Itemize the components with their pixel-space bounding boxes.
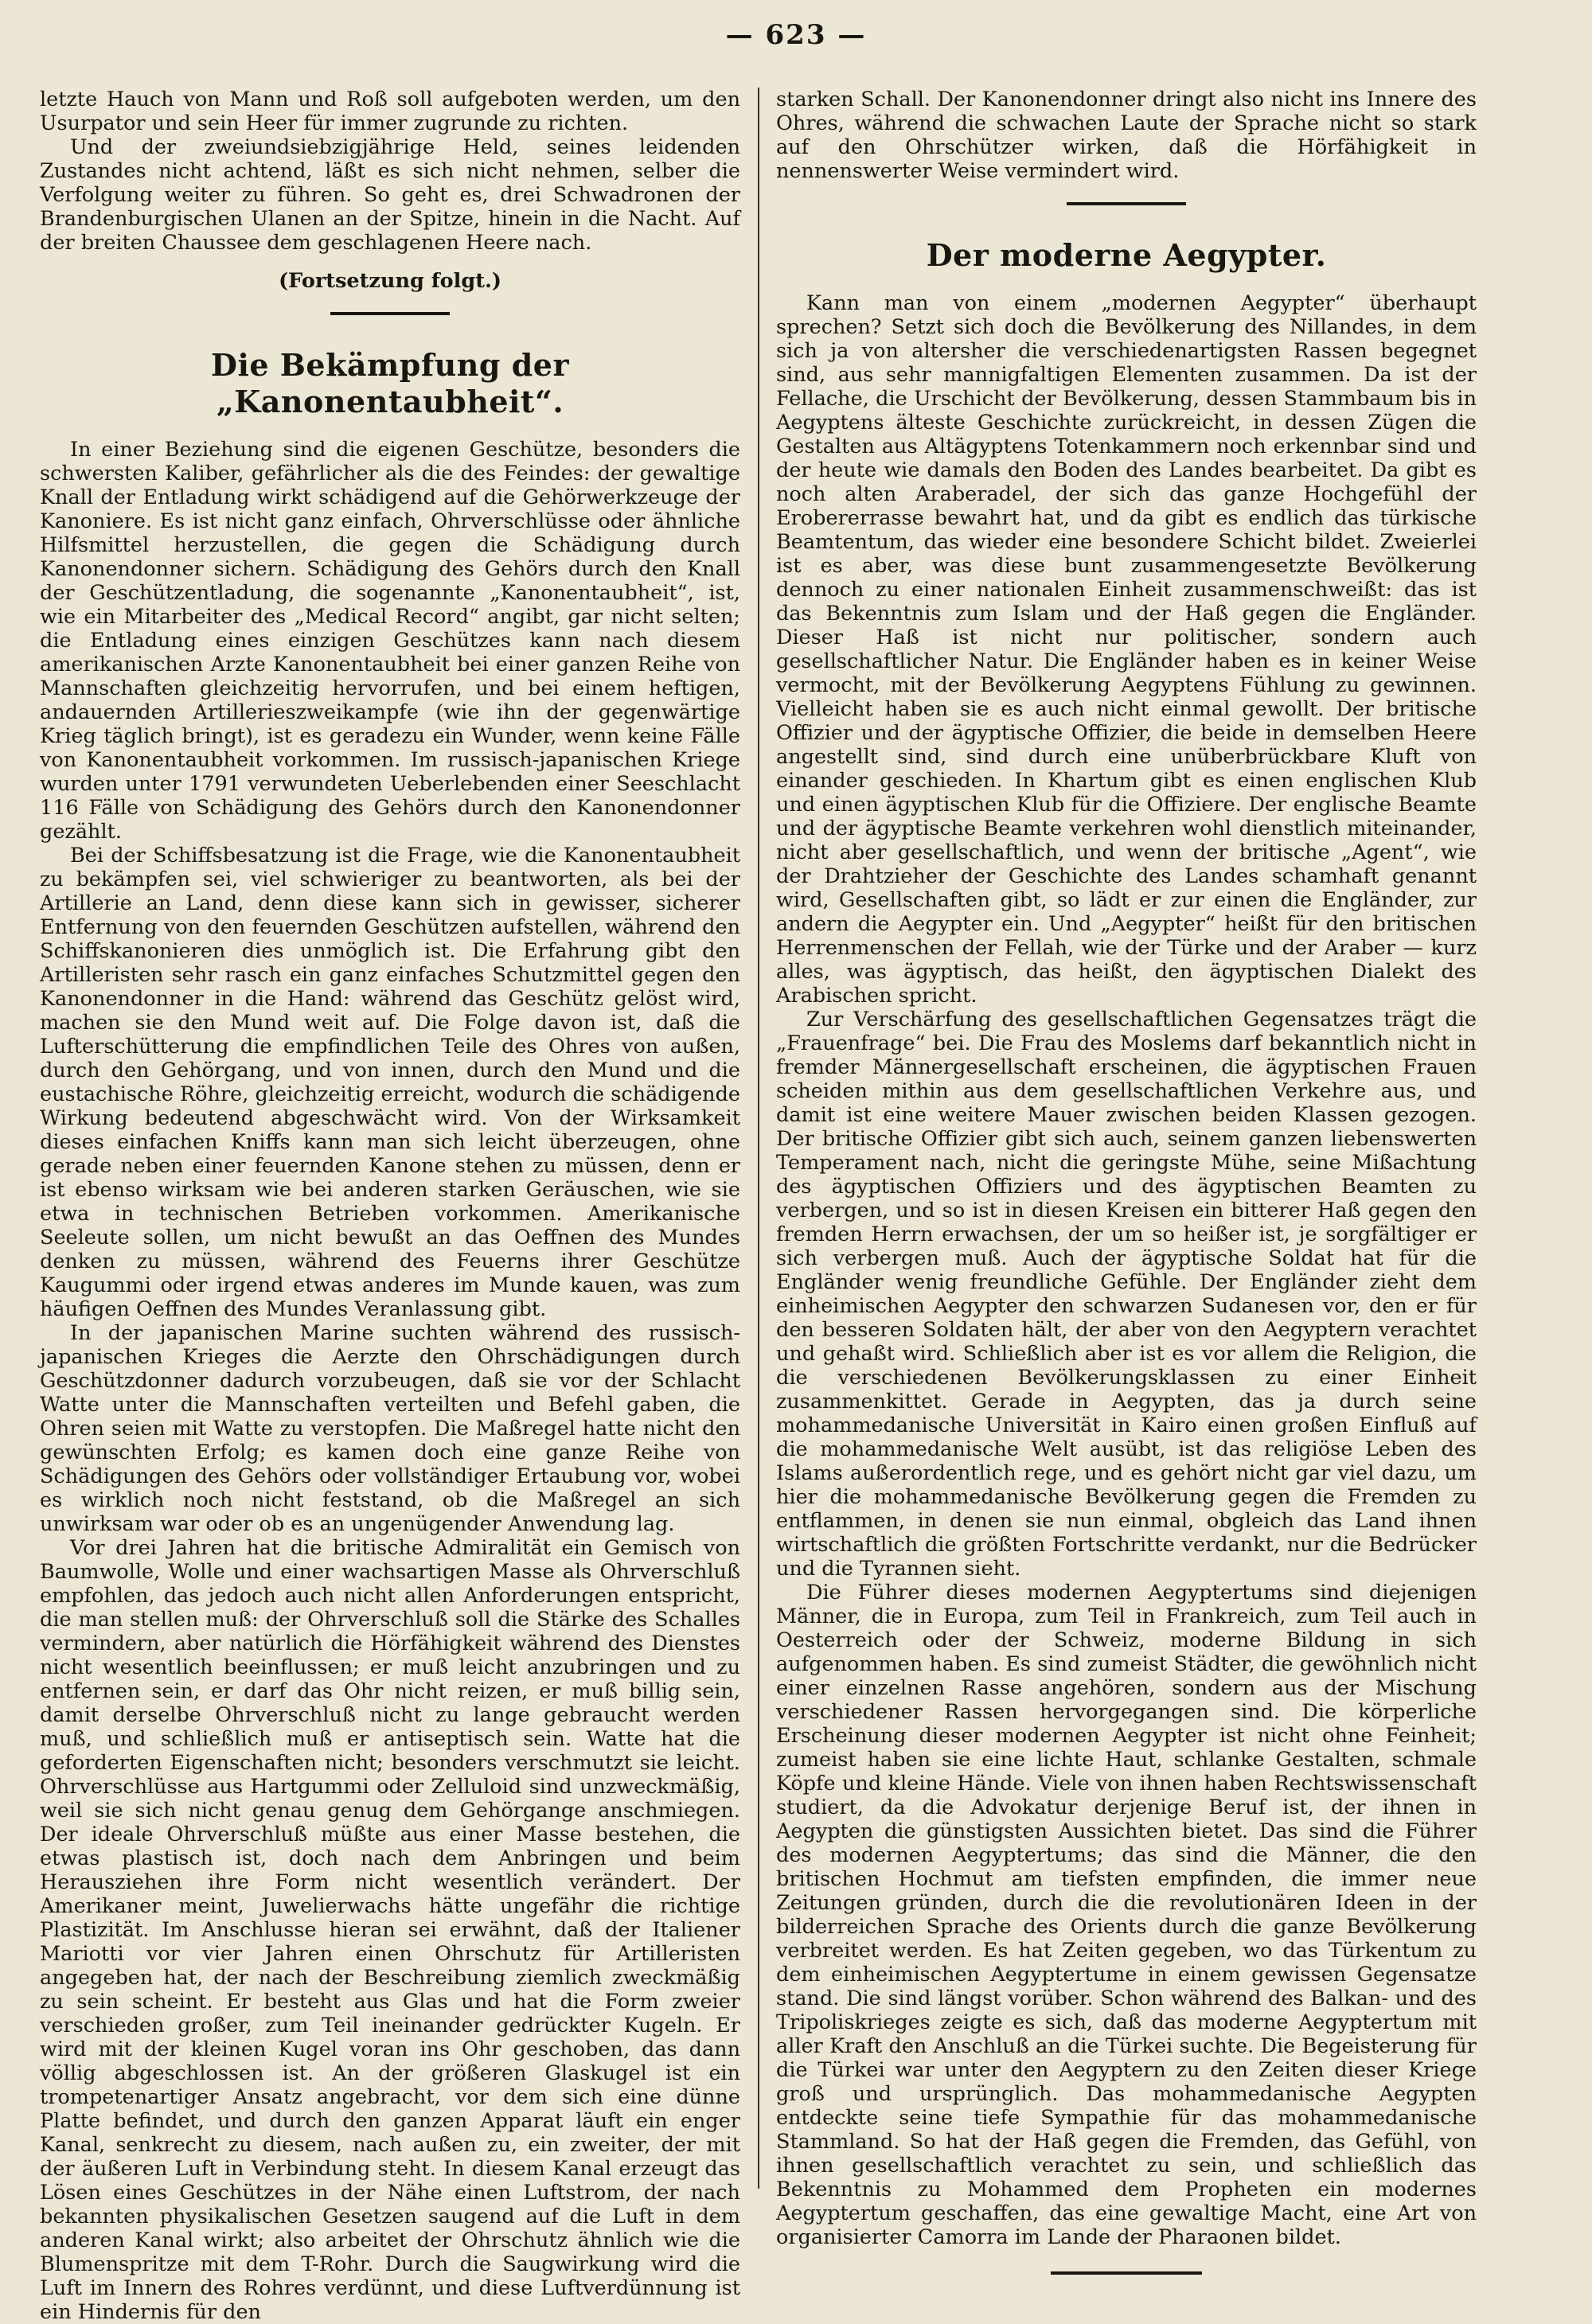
article-paragraph: In einer Beziehung sind die eigenen Geschütze, besonders die schwersten Kaliber, gefährlicher als die des Feindes: der gewaltige Knall der Entladung wirkt schädigend auf die Gehörwerkzeuge der Kanoniere. Es ist nicht ganz einfach, Ohrverschlüsse oder ähnliche Hilfsmittel herzustellen, die gegen die Schädigung durch Kanonendonner sichern. Schädigung des Gehörs durch den Knall der Geschützentladung, die sogenannte „Kanonentaubheit“, ist, wie ein Mitarbeiter des „Medical Record“ angibt, gar nicht selten; die Entladung eines einzigen Geschützes kann nach diesem amerikanischen Arzte Kanonentaubheit bei einer ganzen Reihe von Mannschaften gleichzeitig hervorrufen, und bei einem heftigen, andauernden Artillerieszweikampfe (wie ihn der gegenwärtige Krieg täglich bringt), ist es geradezu ein Wunder, wenn keine Fälle von Kanonentaubheit vorkommen. Im russisch-japanischen Kriege wurden unter 1791 verwundeten Ueberlebenden einer Seeschlacht 116 Fälle von Schädigung des Gehörs durch den Kanonendonner gezählt. — [40, 438, 740, 844]
article-paragraph: In der japanischen Marine suchten während des russisch-japanischen Krieges die Aerzte den Ohrschädigungen durch Geschützdonner dadurch vorzubeugen, daß sie vor der Schlacht Watte unter die Mannschaften verteilten und Befehl gaben, die Ohren seien mit Watte zu verstopfen. Die Maßregel hatte nicht den gewünschten Erfolg; es kamen doch eine ganze Reihe von Schädigungen des Gehörs oder vollständiger Ertaubung vor, wobei es wirklich noch nicht feststand, ob die Maßregel an sich unwirksam war oder ob es an ungenügender Anwendung lag. — [40, 1321, 740, 1536]
page-number: — 623 — — [725, 19, 867, 51]
column-divider — [758, 88, 759, 2189]
section-divider — [330, 312, 450, 315]
article-paragraph: Die Führer dieses modernen Aegyptertums sind diejenigen Männer, die in Europa, zum Teil in Frankreich, zum Teil auch in Oesterreich oder der Schweiz, moderne Bildung in sich aufgenommen haben. Es sind zumeist Städter, die gewöhnlich nicht einer einzelnen Rasse angehören, sondern aus der Mischung verschiedener Rassen hervorgegangen sind. Die körperliche Erscheinung dieser modernen Aegypter ist nicht ohne Feinheit; zumeist haben sie eine lichte Haut, schlanke Gestalten, schmale Köpfe und kleine Hände. Viele von ihnen haben Rechtswissenschaft studiert, da die Advokatur derjenige Beruf ist, der ihnen in Aegypten die günstigsten Aussichten bietet. Das sind die Führer des modernen Aegyptertums; das sind die Männer, die den britischen Hochmut am tiefsten empfinden, die immer neue Zeitungen gründen, durch die die revolutionären Ideen in der bilderreichen Sprache des Orients durch die ganze Bevölkerung verbreitet werden. Es hat Zeiten gegeben, wo das Türkentum zu dem einheimischen Aegyptertume in einem gewissen Gegensatze stand. Die sind längst vorüber. Schon während des Balkan- und des Tripoliskrieges zeigte es sich, daß das moderne Aegyptertum mit aller Kraft den Anschluß an die Türkei suchte. Die Begeisterung für die Türkei war unter den Aegyptern zu den Zeiten dieser Kriege groß und ursprünglich. Das mohammedanische Aegypten entdeckte seine tiefe Sympathie für das mohammedanische Stammland. So hat der Haß gegen die Fremden, das Gefühl, von ihnen gesellschaftlich verachtet zu sein, und schließlich das Bekenntnis zu Mohammed dem Propheten ein modernes Aegyptertum geschaffen, das eine gewaltige Macht, eine Art von organisierter Camorra im Lande der Pharaonen bildet. — [776, 1581, 1477, 2249]
article-continuation: starken Schall. Der Kanonendonner dringt also nicht ins Innere des Ohres, während die schwachen Laute der Sprache nicht so stark auf den Ohrschützer wirken, daß die Hörfähigkeit in nennenswerter Weise vermindert wird. — [776, 88, 1477, 183]
article-paragraph: Bei der Schiffsbesatzung ist die Frage, wie die Kanonentaubheit zu bekämpfen sei, viel schwieriger zu beantworten, als bei der Artillerie an Land, denn diese kann sich in gewisser, sicherer Entfernung von den feuernden Geschützen aufstellen, während den Schiffskanonieren dies unmöglich ist. Die Erfahrung gibt den Artilleristen sehr rasch ein ganz einfaches Schutzmittel gegen den Kanonendonner in die Hand: während das Geschütz gelöst wird, machen sie den Mund weit auf. Die Folge davon ist, daß die Lufterschütterung die empfindlichen Teile des Ohres von außen, durch den Gehörgang, und von innen, durch den Mund und die eustachische Röhre, gleichzeitig erreicht, wodurch die schädigende Wirkung bedeutend abgeschwächt wird. Von der Wirksamkeit dieses einfachen Kniffs kann man sich leicht überzeugen, ohne gerade neben einer feuernden Kanone stehen zu müssen, denn er ist ebenso wirksam wie bei anderen starken Geräuschen, wie sie etwa in technischen Betrieben vorkommen. Amerikanische Seeleute sollen, um nicht bewußt an das Oeffnen des Mundes denken zu müssen, während des Feuerns ihrer Geschütze Kaugummi oder irgend etwas anderes im Munde kauen, was zum häufigen Oeffnen des Mundes Veranlassung gibt. — [40, 844, 740, 1321]
section-divider — [1067, 202, 1186, 205]
article-title-aegypter: Der moderne Aegypter. — [926, 237, 1327, 273]
article-paragraph: Kann man von einem „modernen Aegypter“ überhaupt sprechen? Setzt sich doch die Bevölkerung des Nillandes, in dem sich ja von altersher die verschiedenartigsten Rassen begegnet sind, aus sehr mannigfaltigen Elementen zusammen. Da ist der Fellache, die Urschicht der Bevölkerung, dessen Stammbaum bis in Aegyptens älteste Geschichte zurückreicht, in dessen Zügen die Gestalten aus Altägyptens Totenkammern noch erkennbar sind und der heute wie damals den Boden des Landes bearbeitet. Da gibt es noch alten Araberadel, der sich das ganze Hochgefühl der Erobererrasse bewahrt hat, und da gibt es endlich das türkische Beamtentum, das wieder eine besondere Schicht bildet. Zweierlei ist es aber, was diese bunt zusammengesetzte Bevölkerung dennoch zu einer nationalen Einheit zusammenschweißt: das ist das Bekenntnis zum Islam und der Haß gegen die Engländer. Dieser Haß ist nicht nur politischer, sondern auch gesellschaftlicher Natur. Die Engländer haben es in keiner Weise vermocht, mit der Bevölkerung Aegyptens Fühlung zu gewinnen. Vielleicht haben sie es auch nicht einmal gewollt. Der britische Offizier und der ägyptische Offizier, die beide in demselben Heere angestellt sind, sind durch eine unüberbrückbare Kluft von einander geschieden. In Khartum gibt es einen englischen Klub und einen ägyptischen Klub für die Offiziere. Der englische Beamte und der ägyptische Beamte verkehren wohl dienstlich miteinander, nicht aber gesellschaftlich, und wenn der britische „Agent“, wie der Drahtzieher der Geschichte des Landes schamhaft genannt wird, Gesellschaften gibt, so lädt er zur einen die Engländer, zur andern die Aegypter ein. Und „Aegypter“ heißt für den britischen Herrenmenschen der Fellah, wie der Türke und der Araber — kurz alles, was ägyptisch, das heißt, den ägyptischen Dialekt des Arabischen spricht. — [776, 291, 1477, 1008]
article-paragraph: Vor drei Jahren hat die britische Admiralität ein Gemisch von Baumwolle, Wolle und einer wachsartigen Masse als Ohrverschluß empfohlen, das jedoch auch nicht allen Anforderungen entspricht, die man stellen muß: der Ohrverschluß soll die Stärke des Schalles vermindern, aber natürlich die Hörfähigkeit während des Dienstes nicht wesentlich beeinflussen; er muß leicht anzubringen und zu entfernen sein, er darf das Ohr nicht reizen, er muß billig sein, damit derselbe Ohrverschluß nicht zu lange gebraucht werden muß, und schließlich muß er antiseptisch sein. Watte hat die geforderten Eigenschaften nicht; besonders verschmutzt sie leicht. Ohrverschlüsse aus Hartgummi oder Zelluloid sind unzweckmäßig, weil sie sich nicht genau genug dem Gehörgange anschmiegen. Der ideale Ohrverschluß müßte aus einer Masse bestehen, die etwas plastisch ist, doch nach dem Anbringen und beim Herausziehen ihre Form nicht wesentlich verändert. Der Amerikaner meint, Juwelierwachs hätte ungefähr die richtige Plastizität. Im Anschlusse hieran sei erwähnt, daß der Italiener Mariotti vor vier Jahren einen Ohrschutz für Artilleristen angegeben hat, der nach der Beschreibung ziemlich zweckmäßig zu sein scheint. Er besteht aus Glas und hat die Form zweier verschieden großer, zum Teil ineinander gedrückter Kugeln. Er wird mit der kleinen Kugel voran ins Ohr geschoben, das dann völlig abgeschlossen ist. An der größeren Glaskugel ist ein trompetenartiger Ansatz angebracht, vor dem sich eine dünne Platte befindet, und durch den ganzen Apparat läuft ein enger Kanal, senkrecht zu diesem, nach außen zu, ein zweiter, der mit der äußeren Luft in Verbindung steht. In diesem Kanal erzeugt das Lösen eines Geschützes in der Nähe einen Luftstrom, der nach bekannten physikalischen Gesetzen saugend auf die Luft in dem anderen Kanal wirkt; also arbeitet der Ohrschutz ähnlich wie die Blumenspritze mit dem T-Rohr. Durch die Saugwirkung wird die Luft im Innern des Rohres verdünnt, und diese Luftverdünnung ist ein Hindernis für den — [40, 1536, 740, 2324]
article-title-kanonentaubheit: Die Bekämpfung der „Kanonentaubheit“. — [211, 347, 569, 419]
continuation-note: (Fortsetzung folgt.) — [279, 269, 501, 293]
left-column — [40, 88, 740, 2324]
end-divider — [1051, 2271, 1202, 2275]
right-column — [776, 88, 1477, 2249]
serial-continuation: letzte Hauch von Mann und Roß soll aufgeboten werden, um den Usurpator und sein Heer für immer zugrunde zu richten. — [40, 88, 740, 135]
article-paragraph: Zur Verschärfung des gesellschaftlichen Gegensatzes trägt die „Frauenfrage“ bei. Die Frau des Moslems darf bekanntlich nicht in fremder Männergesellschaft erscheinen, die ägyptischen Frauen scheiden mithin aus dem gesellschaftlichen Verkehre aus, und damit ist eine weitere Mauer zwischen beiden Klassen gezogen. Der britische Offizier gibt sich auch, seinem ganzen liebenswerten Temperament nach, nicht die geringste Mühe, seine Mißachtung des ägyptischen Offiziers und des ägyptischen Beamten zu verbergen, und so ist in diesen Kreisen ein bitterer Haß gegen den fremden Herrn erwachsen, der um so heißer ist, je sorgfältiger er sich verbergen muß. Auch der ägyptische Soldat hat für die Engländer wenig freundliche Gefühle. Der Engländer zieht dem einheimischen Aegypter den schwarzen Sudanesen vor, den er für den besseren Soldaten hält, der aber von den Aegyptern verachtet und gehaßt wird. Schließlich aber ist es vor allem die Religion, die die verschiedenen Bevölkerungsklassen zu einer Einheit zusammenkittet. Gerade in Aegypten, das ja durch seine mohammedanische Universität in Kairo einen großen Einfluß auf die mohammedanische Welt ausübt, ist das religiöse Leben des Islams außerordentlich rege, und es gehört nicht gar viel dazu, um hier die mohammedanische Bevölkerung gegen die Fremden zu entflammen, in denen sie nun einmal, obgleich das Land ihnen wirtschaftlich die größten Fortschritte verdankt, nur die Bedrücker und die Tyrannen sieht. — [776, 1008, 1477, 1581]
serial-paragraph: Und der zweiundsiebzigjährige Held, seines leidenden Zustandes nicht achtend, läßt es sich nicht nehmen, selber die Verfolgung weiter zu führen. So geht es, drei Schwadronen der Brandenburgischen Ulanen an der Spitze, hinein in die Nacht. Auf der breiten Chaussee dem geschlagenen Heere nach. — [40, 135, 740, 255]
